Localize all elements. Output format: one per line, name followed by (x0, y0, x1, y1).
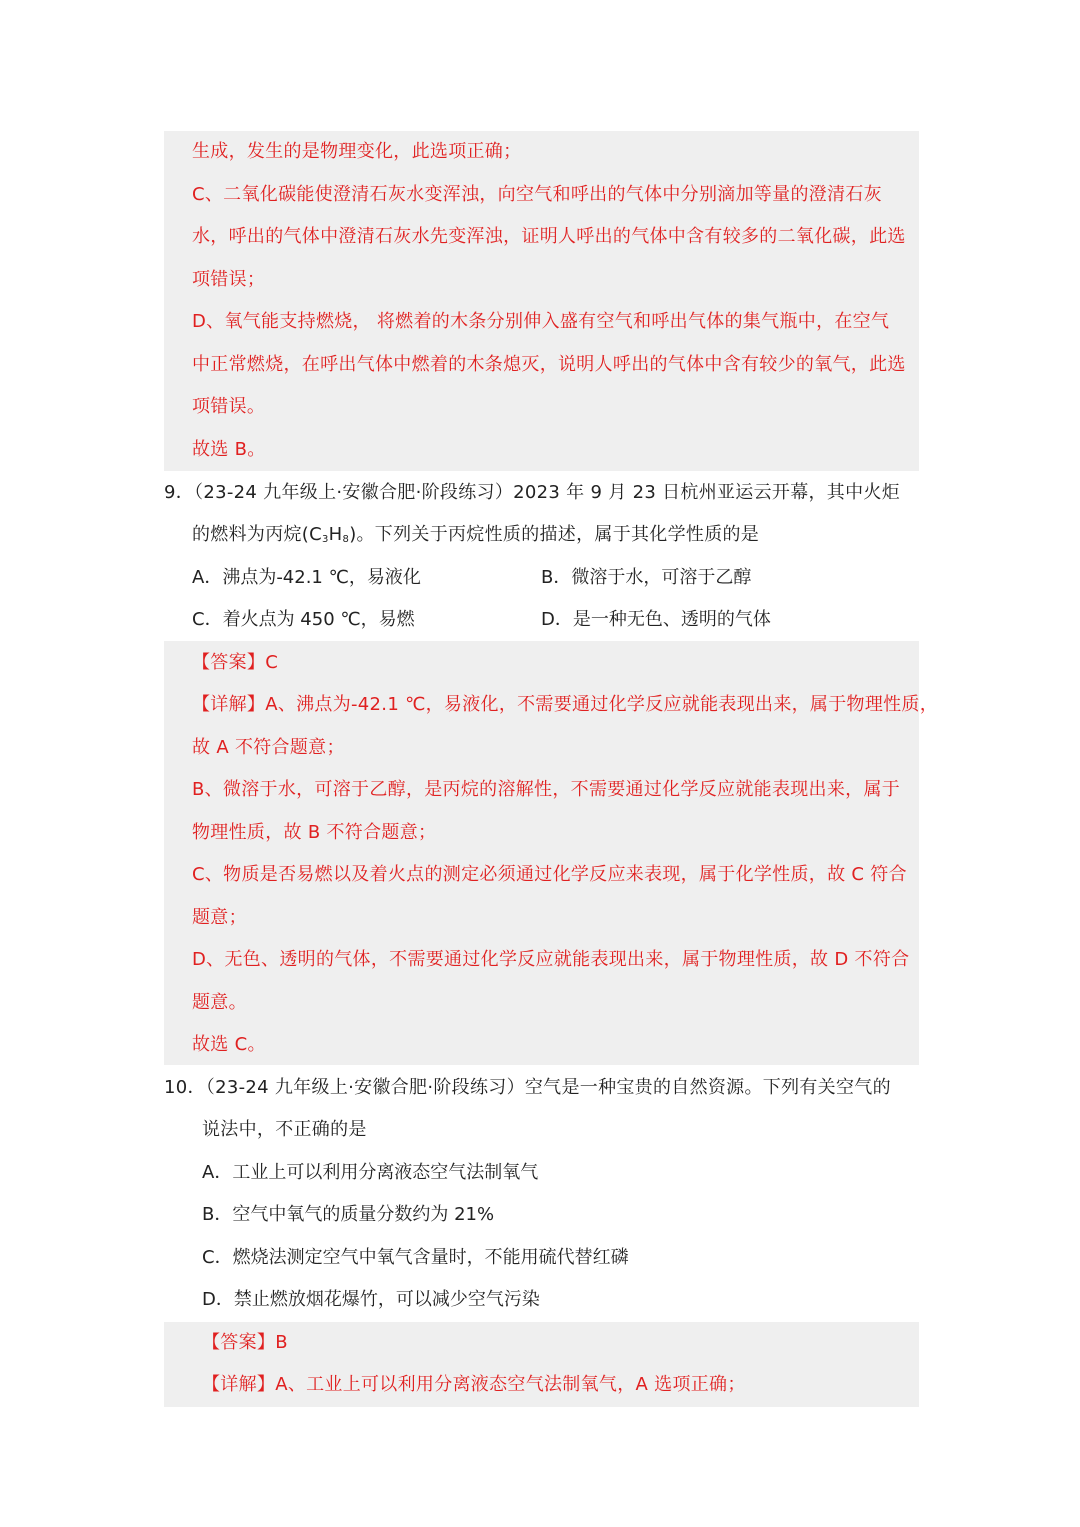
answer-block-q8 (164, 131, 919, 471)
stem-text: H (328, 524, 343, 545)
subscript: 8 (342, 534, 350, 545)
answer-label: 【答案】B (202, 1332, 288, 1353)
answer-line: D、氧气能支持燃烧， 将燃着的木条分别伸入盛有空气和呼出气体的集气瓶中，在空气 (192, 311, 890, 332)
answer-line: 故选 B。 (192, 439, 266, 460)
option-c: C．着火点为 450 ℃，易燃 (192, 609, 415, 630)
answer-line: 项错误。 (192, 396, 266, 417)
option-d: D．禁止燃放烟花爆竹，可以减少空气污染 (202, 1289, 540, 1310)
answer-line: 中正常燃烧，在呼出气体中燃着的木条熄灭，说明人呼出的气体中含有较少的氧气，此选 (192, 354, 906, 375)
answer-line: 项错误； (192, 269, 266, 290)
explain-line: D、无色、透明的气体，不需要通过化学反应就能表现出来，属于物理性质，故 D 不符合 (192, 949, 910, 970)
option-c: C．燃烧法测定空气中氧气含量时，不能用硫代替红磷 (202, 1247, 629, 1268)
explain-line: 题意。 (192, 992, 247, 1013)
stem-text: 的燃料为丙烷(C (192, 524, 322, 545)
explain-line: 故选 C。 (192, 1034, 266, 1055)
explain-line: 题意； (192, 907, 247, 928)
option-a: A．工业上可以利用分离液态空气法制氧气 (202, 1162, 539, 1183)
explain-line: 故 A 不符合题意； (192, 737, 345, 758)
explain-line: B、微溶于水，可溶于乙醇，是丙烷的溶解性，不需要通过化学反应就能表现出来，属于 (192, 779, 901, 800)
explain-line: 【详解】A、沸点为-42.1 ℃，易液化，不需要通过化学反应就能表现出来，属于物理性质， (192, 694, 939, 715)
answer-line: C、二氧化碳能使澄清石灰水变浑浊，向空气和呼出的气体中分别滴加等量的澄清石灰 (192, 184, 882, 205)
answer-line: 水，呼出的气体中澄清石灰水先变浑浊，证明人呼出的气体中含有较多的二氧化碳，此选 (192, 226, 906, 247)
option-a: A．沸点为-42.1 ℃，易液化 (192, 567, 421, 588)
option-b: B．微溶于水，可溶于乙醇 (541, 567, 752, 588)
question-9-stem-line2 (192, 523, 759, 552)
question-9-stem: 9．（23-24 九年级上·安徽合肥·阶段练习）2023 年 9 月 23 日杭州亚运云开幕，其中火炬 (164, 482, 900, 503)
question-10-stem: 10．（23-24 九年级上·安徽合肥·阶段练习）空气是一种宝贵的自然资源。下列有关空气的 (164, 1077, 891, 1098)
explain-line: C、物质是否易燃以及着火点的测定必须通过化学反应来表现，属于化学性质，故 C 符合 (192, 864, 907, 885)
answer-label: 【答案】C (192, 652, 279, 673)
answer-line: 生成，发生的是物理变化，此选项正确； (192, 141, 522, 162)
stem-text: )。下列关于丙烷性质的描述，属于其化学性质的是 (349, 524, 760, 545)
explain-line: 物理性质，故 B 不符合题意； (192, 822, 437, 843)
explain-line: 【详解】A、工业上可以利用分离液态空气法制氧气，A 选项正确； (202, 1374, 746, 1395)
option-b: B．空气中氧气的质量分数约为 21% (202, 1204, 495, 1225)
subscript: 3 (322, 534, 329, 545)
option-d: D．是一种无色、透明的气体 (541, 609, 771, 630)
question-10-stem-line2: 说法中，不正确的是 (202, 1119, 367, 1140)
